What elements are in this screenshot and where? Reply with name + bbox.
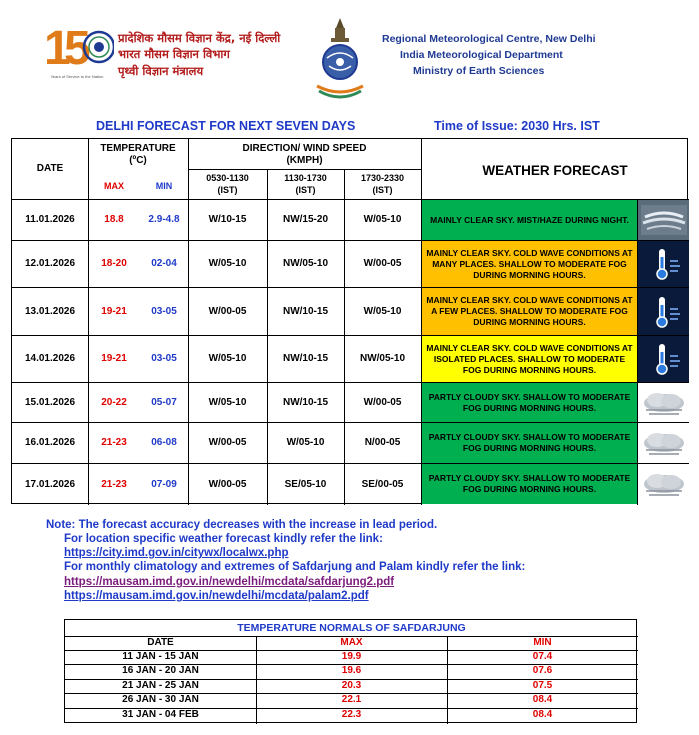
- normals-row-date: 11 JAN - 15 JAN: [122, 651, 199, 662]
- row-forecast: PARTLY CLOUDY SKY. SHALLOW TO MODERATE FOG DURING MORNING HOURS.: [422, 383, 637, 422]
- english-department-name: India Meteorological Department: [400, 49, 563, 61]
- row-wind-slot1: W/05-10: [208, 396, 247, 408]
- location-forecast-link[interactable]: https://city.imd.gov.in/citywx/localwx.php: [64, 547, 289, 559]
- row-wind-slot2: W/05-10: [286, 437, 325, 448]
- normals-row-max: 19.9: [341, 651, 362, 662]
- slot2-header: 1130-1730: [284, 173, 327, 183]
- row-wind-slot3: W/05-10: [363, 214, 402, 225]
- row-min: 03-05: [151, 353, 177, 364]
- row-min: 2.9-4.8: [148, 214, 180, 225]
- col-temperature-header: TEMPERATURE: [100, 143, 176, 154]
- forecast-title: DELHI FORECAST FOR NEXT SEVEN DAYS: [96, 119, 356, 133]
- hindi-ministry-name: पृथ्वी विज्ञान मंत्रालय: [118, 64, 204, 78]
- national-emblem-icon: [311, 14, 369, 100]
- issue-time: Time of Issue: 2030 Hrs. IST: [434, 119, 600, 133]
- row-wind-slot3: W/00-05: [363, 258, 402, 269]
- fog-icon: [638, 423, 689, 463]
- row-max: 18-20: [101, 258, 127, 269]
- row-wind-slot2: NW/10-15: [282, 353, 328, 364]
- row-date: 11.01.2026: [25, 214, 75, 225]
- row-min: 03-05: [151, 305, 177, 317]
- normals-row-date: 26 JAN - 30 JAN: [122, 694, 199, 705]
- normals-row-date: 16 JAN - 20 JAN: [122, 665, 199, 676]
- direction-unit: (KMPH): [286, 155, 323, 166]
- normals-row-max: 22.3: [341, 709, 362, 720]
- row-forecast: PARTLY CLOUDY SKY. SHALLOW TO MODERATE FOG DURING MORNING HOURS.: [422, 423, 637, 463]
- safdarjung-climatology-link[interactable]: https://mausam.imd.gov.in/newdelhi/mcdata/safdarjung2.pdf: [64, 576, 395, 588]
- row-max: 19-21: [101, 305, 127, 317]
- row-wind-slot1: W/00-05: [208, 437, 247, 448]
- row-max: 21-23: [101, 478, 127, 490]
- normals-row-date: 21 JAN - 25 JAN: [122, 680, 199, 691]
- row-wind-slot2: NW/10-15: [282, 305, 328, 317]
- normals-col-min: MIN: [533, 637, 552, 648]
- climatology-text: For monthly climatology and extremes of Safdarjung and Palam kindly refer the link:: [64, 561, 526, 573]
- normals-row-min: 07.5: [532, 680, 553, 691]
- row-min: 06-08: [151, 437, 177, 448]
- row-wind-slot3: N/00-05: [364, 437, 401, 448]
- hindi-department-name: भारत मौसम विज्ञान विभाग: [118, 47, 230, 61]
- row-date: 16.01.2026: [24, 437, 76, 448]
- row-forecast: MAINLY CLEAR SKY. COLD WAVE CONDITIONS AT A FEW PLACES. SHALLOW TO MODERATE FOG DURING MORNING HOURS.: [422, 288, 637, 335]
- row-max: 18.8: [104, 214, 124, 225]
- slot3-ist: (IST): [372, 185, 393, 195]
- row-max: 20-22: [101, 396, 127, 408]
- cold-wave-icon: [638, 241, 689, 287]
- hindi-centre-name: प्रादेशिक मौसम विज्ञान केंद्र, नई दिल्ली: [118, 31, 281, 45]
- slot1-ist: (IST): [217, 185, 238, 195]
- row-wind-slot2: NW/15-20: [282, 214, 328, 225]
- logo-tagline: Years of Service to the Nation: [50, 74, 104, 79]
- col-date-header: DATE: [36, 163, 64, 174]
- row-wind-slot3: NW/05-10: [359, 353, 405, 364]
- row-date: 15.01.2026: [24, 396, 76, 408]
- svg-text:5: 5: [64, 22, 91, 75]
- english-ministry-name: Ministry of Earth Sciences: [413, 65, 545, 77]
- row-max: 19-21: [101, 353, 127, 364]
- normals-title: TEMPERATURE NORMALS OF SAFDARJUNG: [237, 622, 466, 634]
- normals-row-max: 19.6: [341, 665, 362, 676]
- normals-col-date: DATE: [147, 637, 174, 648]
- row-forecast: PARTLY CLOUDY SKY. SHALLOW TO MODERATE FOG DURING MORNING HOURS.: [422, 464, 637, 504]
- note-label: Note:: [46, 519, 76, 531]
- row-wind-slot1: W/00-05: [208, 478, 247, 490]
- slot2-ist: (IST): [295, 185, 316, 195]
- forecast-table: [11, 138, 688, 504]
- note-line: [46, 519, 437, 531]
- row-wind-slot2: NW/05-10: [282, 258, 328, 269]
- location-forecast-text: For location specific weather forecast kindly refer the link:: [64, 533, 383, 545]
- col-direction-header: DIRECTION/ WIND SPEED: [242, 143, 367, 154]
- imd-150-years-logo: [44, 18, 114, 78]
- temperature-unit: (ºC): [129, 155, 147, 166]
- normals-row-max: 22.1: [341, 694, 362, 705]
- row-min: 07-09: [151, 478, 177, 490]
- row-date: 13.01.2026: [24, 305, 76, 317]
- haze-icon: [638, 200, 689, 240]
- fog-icon: [638, 464, 689, 504]
- row-wind-slot1: W/00-05: [208, 305, 247, 317]
- row-date: 14.01.2026: [24, 353, 76, 364]
- normals-col-max: MAX: [340, 637, 363, 648]
- row-wind-slot1: W/05-10: [208, 258, 247, 269]
- row-wind-slot1: W/10-15: [208, 214, 247, 225]
- row-wind-slot2: NW/10-15: [282, 396, 328, 408]
- row-date: 17.01.2026: [24, 478, 76, 490]
- slot3-header: 1730-2330: [360, 173, 405, 183]
- col-weather-forecast-header: WEATHER FORECAST: [482, 163, 628, 178]
- row-wind-slot1: W/05-10: [208, 353, 247, 364]
- fog-icon: [638, 383, 689, 422]
- svg-text:1: 1: [44, 22, 71, 75]
- cold-wave-icon: [638, 336, 689, 382]
- row-wind-slot3: W/05-10: [363, 305, 402, 317]
- note-text: The forecast accuracy decreases with the increase in lead period.: [78, 519, 438, 531]
- normals-row-min: 08.4: [532, 694, 553, 705]
- row-forecast: MAINLY CLEAR SKY. COLD WAVE CONDITIONS AT ISOLATED PLACES. SHALLOW TO MODERATE FOG DURING MORNING HOURS.: [422, 336, 637, 382]
- slot1-header: 0530-1130: [206, 173, 249, 183]
- cold-wave-icon: [638, 288, 689, 335]
- col-min-header: MIN: [155, 181, 173, 191]
- row-wind-slot3: W/00-05: [363, 396, 402, 408]
- english-centre-name: Regional Meteorological Centre, New Delhi: [382, 33, 596, 45]
- row-forecast: MAINLY CLEAR SKY. COLD WAVE CONDITIONS AT MANY PLACES. SHALLOW TO MODERATE FOG DURING MORNING HOURS.: [422, 241, 637, 287]
- row-wind-slot3: SE/00-05: [361, 478, 404, 490]
- col-max-header: MAX: [104, 181, 124, 191]
- row-max: 21-23: [101, 437, 127, 448]
- temperature-normals-table: [64, 619, 637, 723]
- row-wind-slot2: SE/05-10: [284, 478, 327, 490]
- normals-row-min: 07.4: [532, 651, 553, 662]
- row-date: 12.01.2026: [24, 258, 76, 269]
- palam-climatology-link[interactable]: https://mausam.imd.gov.in/newdelhi/mcdata/palam2.pdf: [64, 590, 369, 602]
- row-min: 05-07: [151, 396, 177, 408]
- normals-row-date: 31 JAN - 04 FEB: [122, 709, 199, 720]
- normals-row-max: 20.3: [341, 680, 362, 691]
- row-min: 02-04: [151, 258, 177, 269]
- normals-row-min: 07.6: [532, 665, 553, 676]
- row-forecast: MAINLY CLEAR SKY. MIST/HAZE DURING NIGHT.: [422, 200, 637, 240]
- normals-row-min: 08.4: [532, 709, 553, 720]
